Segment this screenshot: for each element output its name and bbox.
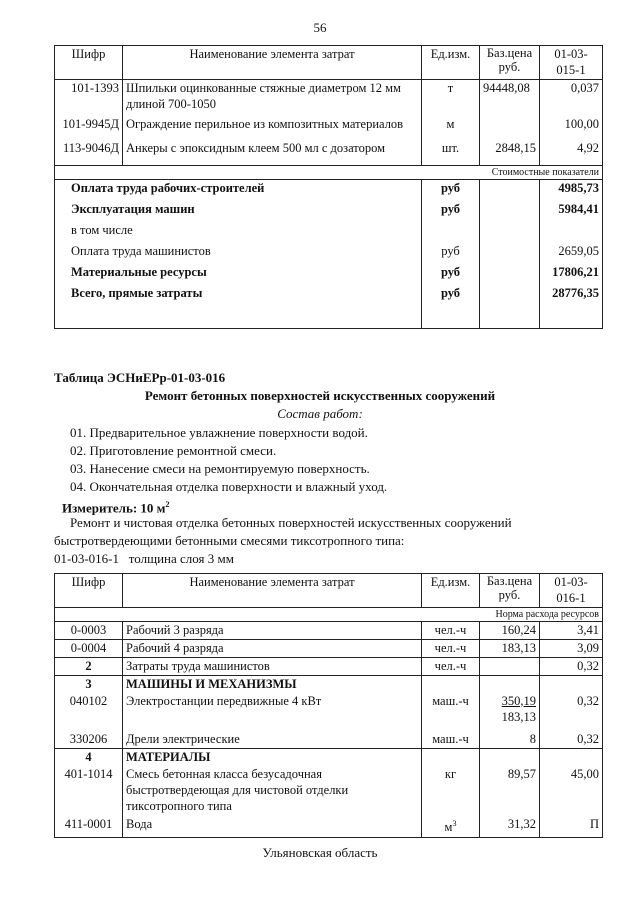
cost-value: 4985,73: [540, 180, 603, 201]
col-header-code: Шифр: [55, 46, 123, 80]
col-header-price: Баз.цена руб.: [480, 46, 540, 80]
row-unit: чел.-ч: [422, 658, 480, 676]
row-unit: чел.-ч: [422, 640, 480, 658]
works-heading: Состав работ:: [277, 406, 363, 421]
row-price: 2848,15: [480, 140, 540, 166]
row-code: 0-0004: [55, 640, 123, 658]
description-line: быстротвердеющими бетонными смесями тиксотропного типа:: [54, 533, 405, 548]
section-label: Норма расхода ресурсов: [55, 608, 603, 622]
cost-unit: руб: [422, 285, 480, 329]
row-name: Смесь бетонная класса безусадочная быстротвердеющая для чистовой отделки тиксотропного типа: [123, 766, 422, 816]
row-code: 040102: [55, 693, 123, 731]
row-unit: маш.-ч: [422, 693, 480, 731]
col-header-name: Наименование элемента затрат: [123, 574, 422, 608]
row-code: 401-1014: [55, 766, 123, 816]
row-name: Шпильки оцинкованные стяжные диаметром 12 мм длиной 700-1050: [123, 80, 422, 116]
col-header-ref: 01-03-016-1: [540, 574, 603, 608]
col-header-name: Наименование элемента затрат: [123, 46, 422, 80]
row-price: 94448,08: [480, 80, 540, 116]
row-code: 2: [55, 658, 123, 676]
col-header-code: Шифр: [55, 574, 123, 608]
cost-unit: руб: [422, 264, 480, 285]
meter-label: Измеритель: 10 $м^2$: [62, 500, 170, 516]
page-number: 56: [313, 20, 327, 35]
cost-unit: руб: [422, 180, 480, 201]
row-price: [480, 116, 540, 140]
row-code: 330206: [55, 731, 123, 749]
cost-value: 17806,21: [540, 264, 603, 285]
row-code: 101-1393: [55, 80, 123, 116]
cost-unit: руб: [422, 201, 480, 222]
row-value: 3,41: [540, 622, 603, 640]
row-value: 0,32: [540, 693, 603, 731]
row-code: 411-0001: [55, 816, 123, 838]
resource-table-016: [54, 573, 603, 838]
row-value: 45,00: [540, 766, 603, 816]
row-code: 113-9046Д: [55, 140, 123, 166]
work-item: 04. Окончательная отделка поверхности и влажный уход.: [70, 479, 388, 494]
row-unit: маш.-ч: [422, 731, 480, 749]
row-name: Ограждение перильное из композитных материалов: [123, 116, 422, 140]
row-price: 8: [480, 731, 540, 749]
row-price: [480, 658, 540, 676]
row-unit: шт.: [422, 140, 480, 166]
row-code: 0-0003: [55, 622, 123, 640]
row-value: 0,32: [540, 658, 603, 676]
section-heading: Ремонт бетонных поверхностей искусственных сооружений: [144, 388, 496, 403]
description-line: Ремонт и чистовая отделка бетонных поверхностей искусственных сооружений: [70, 515, 512, 530]
row-value: 100,00: [540, 116, 603, 140]
row-price: 350,19 183,13: [480, 693, 540, 731]
cost-name: Материальные ресурсы: [55, 264, 422, 285]
col-header-ref: 01-03-015-1: [540, 46, 603, 80]
row-unit: кг: [422, 766, 480, 816]
row-price: 89,57: [480, 766, 540, 816]
row-name: Рабочий 3 разряда: [123, 622, 422, 640]
work-item: 02. Приготовление ремонтной смеси.: [70, 443, 277, 458]
row-code: 101-9945Д: [55, 116, 123, 140]
work-item: 03. Нанесение смеси на ремонтируемую поверхность.: [70, 461, 370, 476]
row-value: 0,037: [540, 80, 603, 116]
cost-name: Всего, прямые затраты: [55, 285, 422, 329]
cost-name: Оплата труда машинистов: [55, 243, 422, 264]
group-title: МАТЕРИАЛЫ: [123, 749, 422, 766]
row-unit: $м^3$: [422, 816, 480, 838]
cost-name: Оплата труда рабочих-строителей: [55, 180, 422, 201]
row-price: 160,24: [480, 622, 540, 640]
row-name: Электростанции передвижные 4 кВт: [123, 693, 422, 731]
section-label: Стоимостные показатели: [55, 166, 603, 180]
row-unit: т: [422, 80, 480, 116]
row-name: Вода: [123, 816, 422, 838]
col-header-unit: Ед.изм.: [422, 574, 480, 608]
cost-unit: руб: [422, 243, 480, 264]
row-name: Рабочий 4 разряда: [123, 640, 422, 658]
group-title: МАШИНЫ И МЕХАНИЗМЫ: [123, 676, 422, 693]
cost-name: Эксплуатация машин: [55, 201, 422, 222]
row-price: 31,32: [480, 816, 540, 838]
col-header-unit: Ед.изм.: [422, 46, 480, 80]
cost-value: 2659,05: [540, 243, 603, 264]
row-value: 3,09: [540, 640, 603, 658]
row-unit: чел.-ч: [422, 622, 480, 640]
table-title: Таблица ЭСНиЕРр-01-03-016: [54, 370, 226, 385]
row-unit: м: [422, 116, 480, 140]
col-header-price: Баз.цена руб.: [480, 574, 540, 608]
footer-region: Ульяновская область: [262, 845, 378, 860]
group-code: 4: [55, 749, 123, 766]
cost-table-015: [54, 45, 603, 329]
cost-name: в том числе: [55, 222, 422, 243]
row-name: Анкеры с эпоксидным клеем 500 мл с дозатором: [123, 140, 422, 166]
row-name: Затраты труда машинистов: [123, 658, 422, 676]
work-item: 01. Предварительное увлажнение поверхности водой.: [70, 425, 368, 440]
group-code: 3: [55, 676, 123, 693]
cost-value: 5984,41: [540, 201, 603, 222]
row-value: 0,32: [540, 731, 603, 749]
row-name: Дрели электрические: [123, 731, 422, 749]
row-value: П: [540, 816, 603, 838]
item-line: 01-03-016-1 толщина слоя 3 мм: [54, 551, 234, 566]
cost-value: 28776,35: [540, 285, 603, 329]
row-value: 4,92: [540, 140, 603, 166]
row-price: 183,13: [480, 640, 540, 658]
